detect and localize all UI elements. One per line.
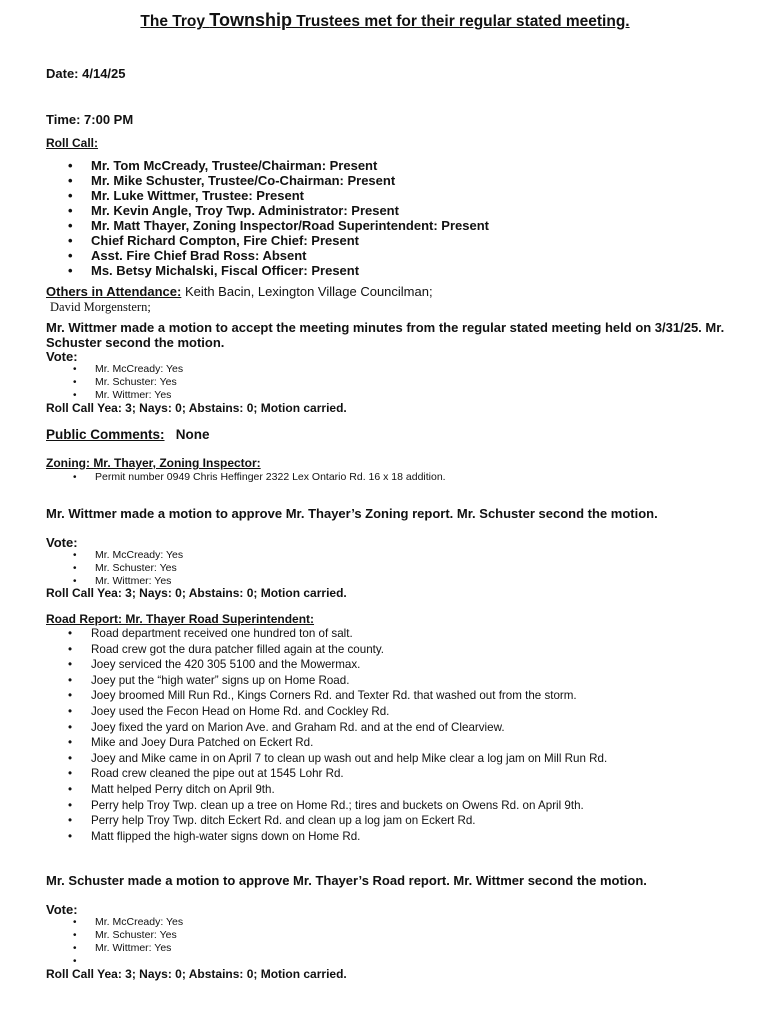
motion-3-text: Mr. Schuster made a motion to approve Mr. Thayer’s Road report. Mr. Wittmer second the motion. [46,873,647,888]
roll-call-heading: Roll Call: [46,136,99,150]
list-item: • Asst. Fire Chief Brad Ross: Absent [46,248,746,263]
list-item: • Road crew got the dura patcher filled again at the county. [46,642,714,658]
list-item: • Joey put the “high water” signs up on Home Road. [46,673,714,689]
list-item: • Chief Richard Compton, Fire Chief: Present [46,233,746,248]
list-item: • Matt flipped the high-water signs down on Home Rd. [46,829,714,845]
list-item: • Ms. Betsy Michalski, Fiscal Officer: Present [46,263,746,278]
motion-3-votes [46,916,446,968]
motion-2-text: Mr. Wittmer made a motion to approve Mr. Thayer’s Zoning report. Mr. Schuster second the motion. [46,506,658,521]
zoning-heading: Zoning: Mr. Thayer, Zoning Inspector: [46,456,261,470]
motion-2-vote-label: Vote: [46,535,78,550]
list-item: • Road department received one hundred ton of salt. [46,626,714,642]
others-label: Others in Attendance: [46,284,182,299]
list-item: • Mr. Wittmer: Yes [46,942,446,955]
road-report-heading: Road Report: Mr. Thayer Road Superintendent: [46,612,315,626]
public-comments [46,427,210,442]
list-item: • Mr. Schuster: Yes [46,376,446,389]
list-item: • Matt helped Perry ditch on April 9th. [46,782,714,798]
list-item: • Mr. Mike Schuster, Trustee/Co-Chairman: Present [46,173,746,188]
motion-3-result: Roll Call Yea: 3; Nays: 0; Abstains: 0; Motion carried. [46,967,347,981]
title-pre: The Troy [140,13,210,30]
motion-3-vote-label: Vote: [46,902,78,917]
list-item: • Mr. Schuster: Yes [46,562,446,575]
meeting-time: Time: 7:00 PM [46,112,134,127]
others-value: Keith Bacin, Lexington Village Councilman; [181,284,433,299]
document-title [0,10,770,31]
roll-call-list [46,158,746,278]
motion-1-vote-label: Vote: [46,349,78,364]
title-post: Trustees met for their regular stated meeting. [291,13,630,30]
list-item: • Joey and Mike came in on April 7 to clean up wash out and help Mike clear a log jam on Mill Run Rd. [46,751,714,767]
list-item: • Joey fixed the yard on Marion Ave. and Graham Rd. and at the end of Clearview. [46,720,714,736]
public-comments-label: Public Comments: [46,427,165,442]
list-item: • Mr. Wittmer: Yes [46,575,446,588]
list-item: • Joey broomed Mill Run Rd., Kings Corners Rd. and Texter Rd. that washed out from the storm. [46,688,714,704]
list-item: • Mr. Kevin Angle, Troy Twp. Administrator: Present [46,203,746,218]
motion-1-text: Mr. Wittmer made a motion to accept the meeting minutes from the regular stated meeting held on 3/31/25. Mr. Schuster second the motion. [46,320,725,350]
list-item: • Mr. McCready: Yes [46,549,446,562]
list-item: • Mr. Wittmer: Yes [46,389,446,402]
list-item: • Mike and Joey Dura Patched on Eckert Rd. [46,735,714,751]
list-item: • Mr. Tom McCready, Trustee/Chairman: Present [46,158,746,173]
motion-1-result: Roll Call Yea: 3; Nays: 0; Abstains: 0; Motion carried. [46,401,347,415]
list-item: • Perry help Troy Twp. clean up a tree on Home Rd.; tires and buckets on Owens Rd. on April 9th. [46,798,714,814]
others-in-attendance [46,284,433,299]
meeting-date: Date: 4/14/25 [46,66,126,81]
motion-1-votes [46,363,446,402]
road-report-list [46,626,714,844]
list-item: • Mr. Schuster: Yes [46,929,446,942]
public-comments-value: None [175,427,210,442]
list-item: • Mr. McCready: Yes [46,363,446,376]
list-item: • Perry help Troy Twp. ditch Eckert Rd. and clean up a log jam on Eckert Rd. [46,813,714,829]
others-line2: David Morgenstern; [50,300,151,314]
list-item: • Permit number 0949 Chris Heffinger 2322 Lex Ontario Rd. 16 x 18 addition. [46,471,726,484]
list-item: • Mr. Matt Thayer, Zoning Inspector/Road Superintendent: Present [46,218,746,233]
list-item: • Joey used the Fecon Head on Home Rd. and Cockley Rd. [46,704,714,720]
list-item: • Joey serviced the 420 305 5100 and the Mowermax. [46,657,714,673]
list-item: • Road crew cleaned the pipe out at 1545 Lohr Rd. [46,766,714,782]
motion-2-result: Roll Call Yea: 3; Nays: 0; Abstains: 0; Motion carried. [46,586,347,600]
list-item: • Mr. Luke Wittmer, Trustee: Present [46,188,746,203]
list-item: • Mr. McCready: Yes [46,916,446,929]
motion-2-votes [46,549,446,588]
zoning-list [46,471,726,484]
title-township: Township [209,10,292,30]
